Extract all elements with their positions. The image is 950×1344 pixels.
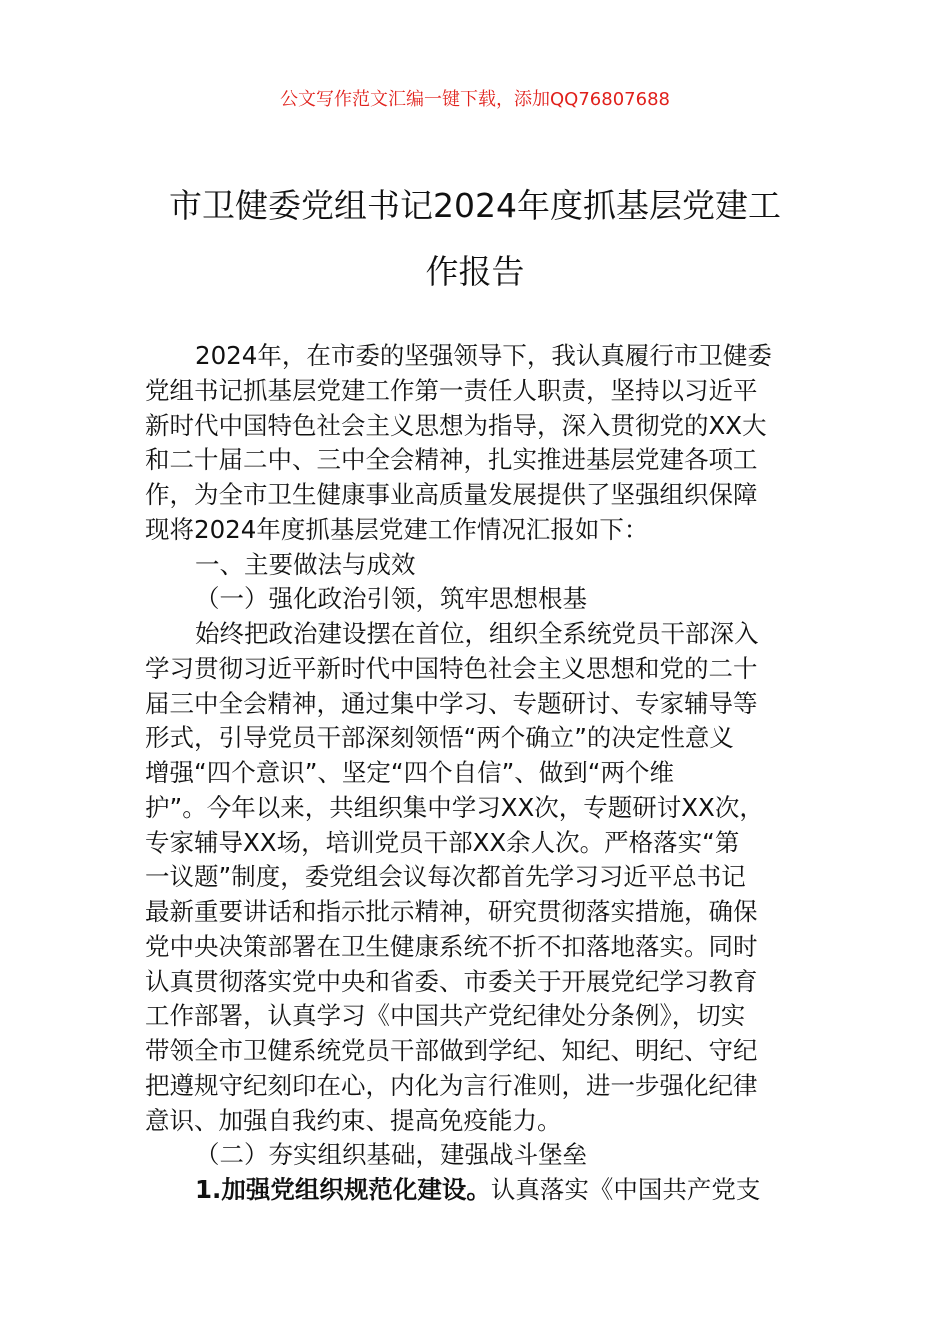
document-title-line-1: 市卫健委党组书记2024年度抓基层党建工 [169,186,781,225]
text-line [145,1069,845,1104]
line-text: 护”。今年以来，共组织集中学习XX次，专题研讨XX次， [145,792,764,822]
text-line [145,478,845,513]
text-line [145,721,845,756]
line-text: 和二十届二中、三中全会精神，扎实推进基层党建各项工 [145,445,758,475]
text-line [145,374,845,409]
line-text: 一、主要做法与成效 [195,549,416,579]
text-line [145,826,845,861]
text-line [145,756,845,791]
line-text: （一）强化政治引领，筑牢思想根基 [195,584,587,614]
line-text: 新时代中国特色社会主义思想为指导，深入贯彻党的XX大 [145,410,767,440]
line-text: 形式，引导党员干部深刻领悟“两个确立”的决定性意义 [145,723,734,753]
text-line [145,443,845,478]
text-line [145,965,845,1000]
text-line [145,860,845,895]
line-text: 工作部署，认真学习《中国共产党纪律处分条例》，切实 [145,1001,746,1031]
line-text: 党中央决策部署在卫生健康系统不折不扣落地落实。同时 [145,931,758,961]
text-line [145,548,845,583]
line-text: （二）夯实组织基础，建强战斗堡垒 [195,1140,587,1170]
line-text: 意识、加强自我约束、提高免疫能力。 [145,1105,562,1135]
line-text: 2024年，在市委的坚强领导下，我认真履行市卫健委 [195,341,772,370]
line-text: 始终把政治建设摆在首位，组织全系统党员干部深入 [195,619,759,648]
line-text: 党组书记抓基层党建工作第一责任人职责，坚持以习近平 [145,375,758,405]
line-text: 作，为全市卫生健康事业高质量发展提供了坚强组织保障 [145,480,758,509]
text-line [145,1173,845,1208]
text-line [145,1138,845,1173]
line-text: 一议题”制度，委党组会议每次都首先学习习近平总书记 [145,862,746,892]
document-body [145,339,845,1208]
line-text: 认真贯彻落实党中央和省委、市委关于开展党纪学习教育 [145,966,758,996]
line-text: 带领全市卫健系统党员干部做到学纪、知纪、明纪、守纪 [145,1036,758,1065]
line-text: 把遵规守纪刻印在心，内化为言行准则，进一步强化纪律 [145,1070,758,1100]
text-line [145,687,845,722]
line-text: 现将2024年度抓基层党建工作情况汇报如下： [145,514,649,544]
text-line [145,895,845,930]
line-text: 最新重要讲话和指示批示精神，研究贯彻落实措施，确保 [145,897,758,926]
text-line [145,582,845,617]
line-text: 学习贯彻习近平新时代中国特色社会主义思想和党的二十 [145,653,758,683]
text-line [145,652,845,687]
text-line [145,930,845,965]
line-text: 增强“四个意识”、坚定“四个自信”、做到“两个维 [145,758,674,787]
line-text: 认真落实《中国共产党支 [490,1175,761,1204]
text-line [145,1104,845,1139]
document-title-line-2: 作报告 [425,252,525,291]
text-line [145,409,845,444]
text-line [145,339,845,374]
line-text: 届三中全会精神，通过集中学习、专题研讨、专家辅导等 [145,688,758,718]
text-line [145,1034,845,1069]
text-line [145,791,845,826]
line-text: 专家辅导XX场，培训党员干部XX余人次。严格落实“第 [145,827,740,857]
bold-heading: 1.加强党组织规范化建设。 [195,1175,491,1204]
text-line [145,999,845,1034]
text-line [145,617,845,652]
text-line [145,513,845,548]
download-notice: 公文写作范文汇编一键下载，添加QQ76807688 [280,89,670,110]
